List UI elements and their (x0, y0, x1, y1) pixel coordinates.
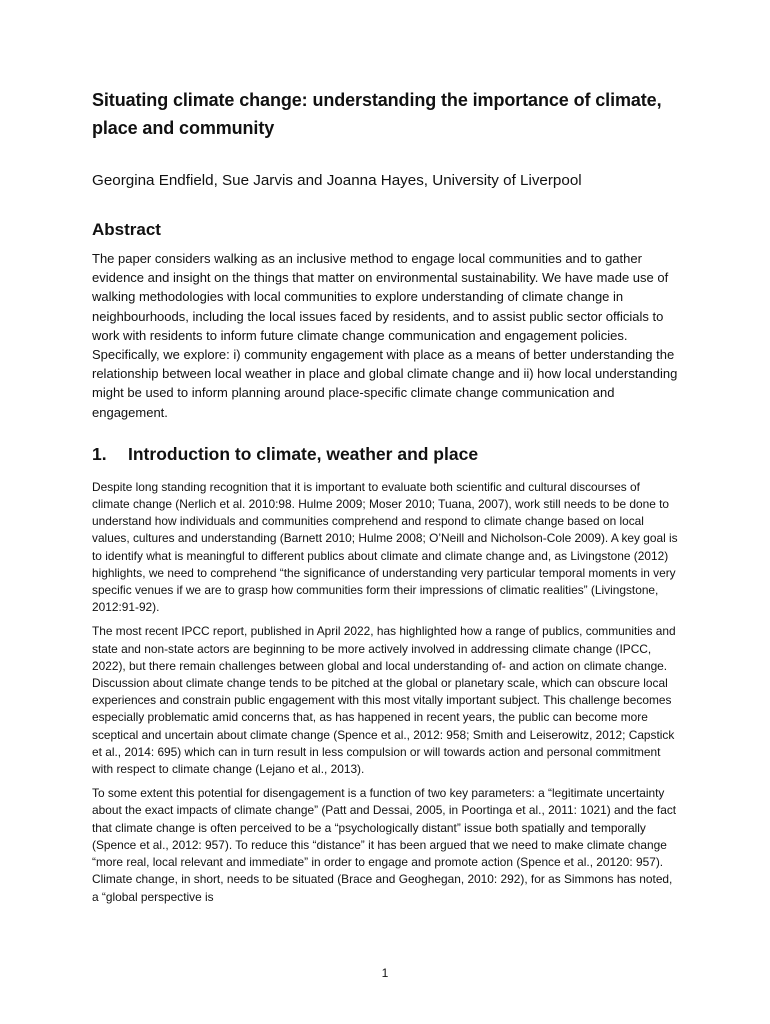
section-title: Introduction to climate, weather and place (128, 443, 479, 464)
body-paragraph: To some extent this potential for disengagement is a function of two key parameters: a “legitimate uncertainty about the exact impacts of climate change” (Patt and Dessai, 2005, in Poortinga et al., 2011: 1021) and the fact that climate change is often perceived to be a “psychologically distant” issue both spatially and temporally (Spence et al., 2012: 957). To reduce this “distance” it has been argued that we need to make climate change “more real, local relevant and immediate” in order to engage and promote action (Spence et al., 20120: 957). Climate change, in short, needs to be situated (Brace and Geoghegan, 2010: 292), for as Simmons has noted, a “global perspective is (92, 786, 677, 904)
paper-title: Situating climate change: understanding the importance of climate, place and community (92, 90, 662, 138)
abstract-text: The paper considers walking as an inclusive method to engage local communities and to gather evidence and insight on the things that matter on environmental sustainability. We have made use of walking methodologies with local communities to explore understanding of climate change in neighbourhoods, including the local issues faced by residents, and to assist public sector officials to work with residents to inform future climate change communication and engagement policies. Specifically, we explore: i) community engagement with place as a means of better understanding the relationship between local weather in place and global climate change and ii) how local understanding might be used to inform planning around place-specific climate change communication and engagement. (92, 251, 678, 420)
body-paragraph: Despite long standing recognition that it is important to evaluate both scientific and cultural discourses of climate change (Nerlich et al. 2010:98. Hulme 2009; Moser 2010; Tuana, 2007), work still needs to be done to understand how individuals and communities comprehend and respond to climate change based on local values, cultures and understanding (Barnett 2010; Hulme 2008; O’Neill and Nicholson-Cole 2009). A key goal is to identify what is meaningful to different publics about climate and climate change and, as Livingstone (2012) highlights, we need to comprehend “the significance of understanding very particular temporal moments in very specific venues if we are to grasp how communities form their impressions of climatic realities” (Livingstone, 2012:91-92). (92, 479, 678, 615)
page-content (92, 86, 680, 906)
section-heading (92, 441, 680, 467)
page-number: 1 (381, 966, 389, 980)
section-number: 1. (92, 443, 107, 464)
paper-authors: Georgina Endfield, Sue Jarvis and Joanna Hayes, University of Liverpool (92, 172, 582, 189)
body-paragraph: The most recent IPCC report, published in April 2022, has highlighted how a range of publics, communities and state and non-state actors are beginning to be more actively involved in addressing climate change (IPCC, 2022), but there remain challenges between global and local understanding of- and action on climate change. Discussion about climate change tends to be pitched at the global or planetary scale, which can obscure local experiences and constrain public engagement with this most vitally important subject. This challenge becomes especially problematic amid concerns that, as has happened in recent years, the public can become more sceptical and uncertain about climate change (Spence et al., 2012: 958; Smith and Leiserowitz, 2012; Capstick et al., 2014: 695) which can in turn result in less compulsion or will towards action and personal commitment with respect to climate change (Lejano et al., 2013). (92, 624, 676, 777)
abstract-heading: Abstract (92, 220, 161, 239)
